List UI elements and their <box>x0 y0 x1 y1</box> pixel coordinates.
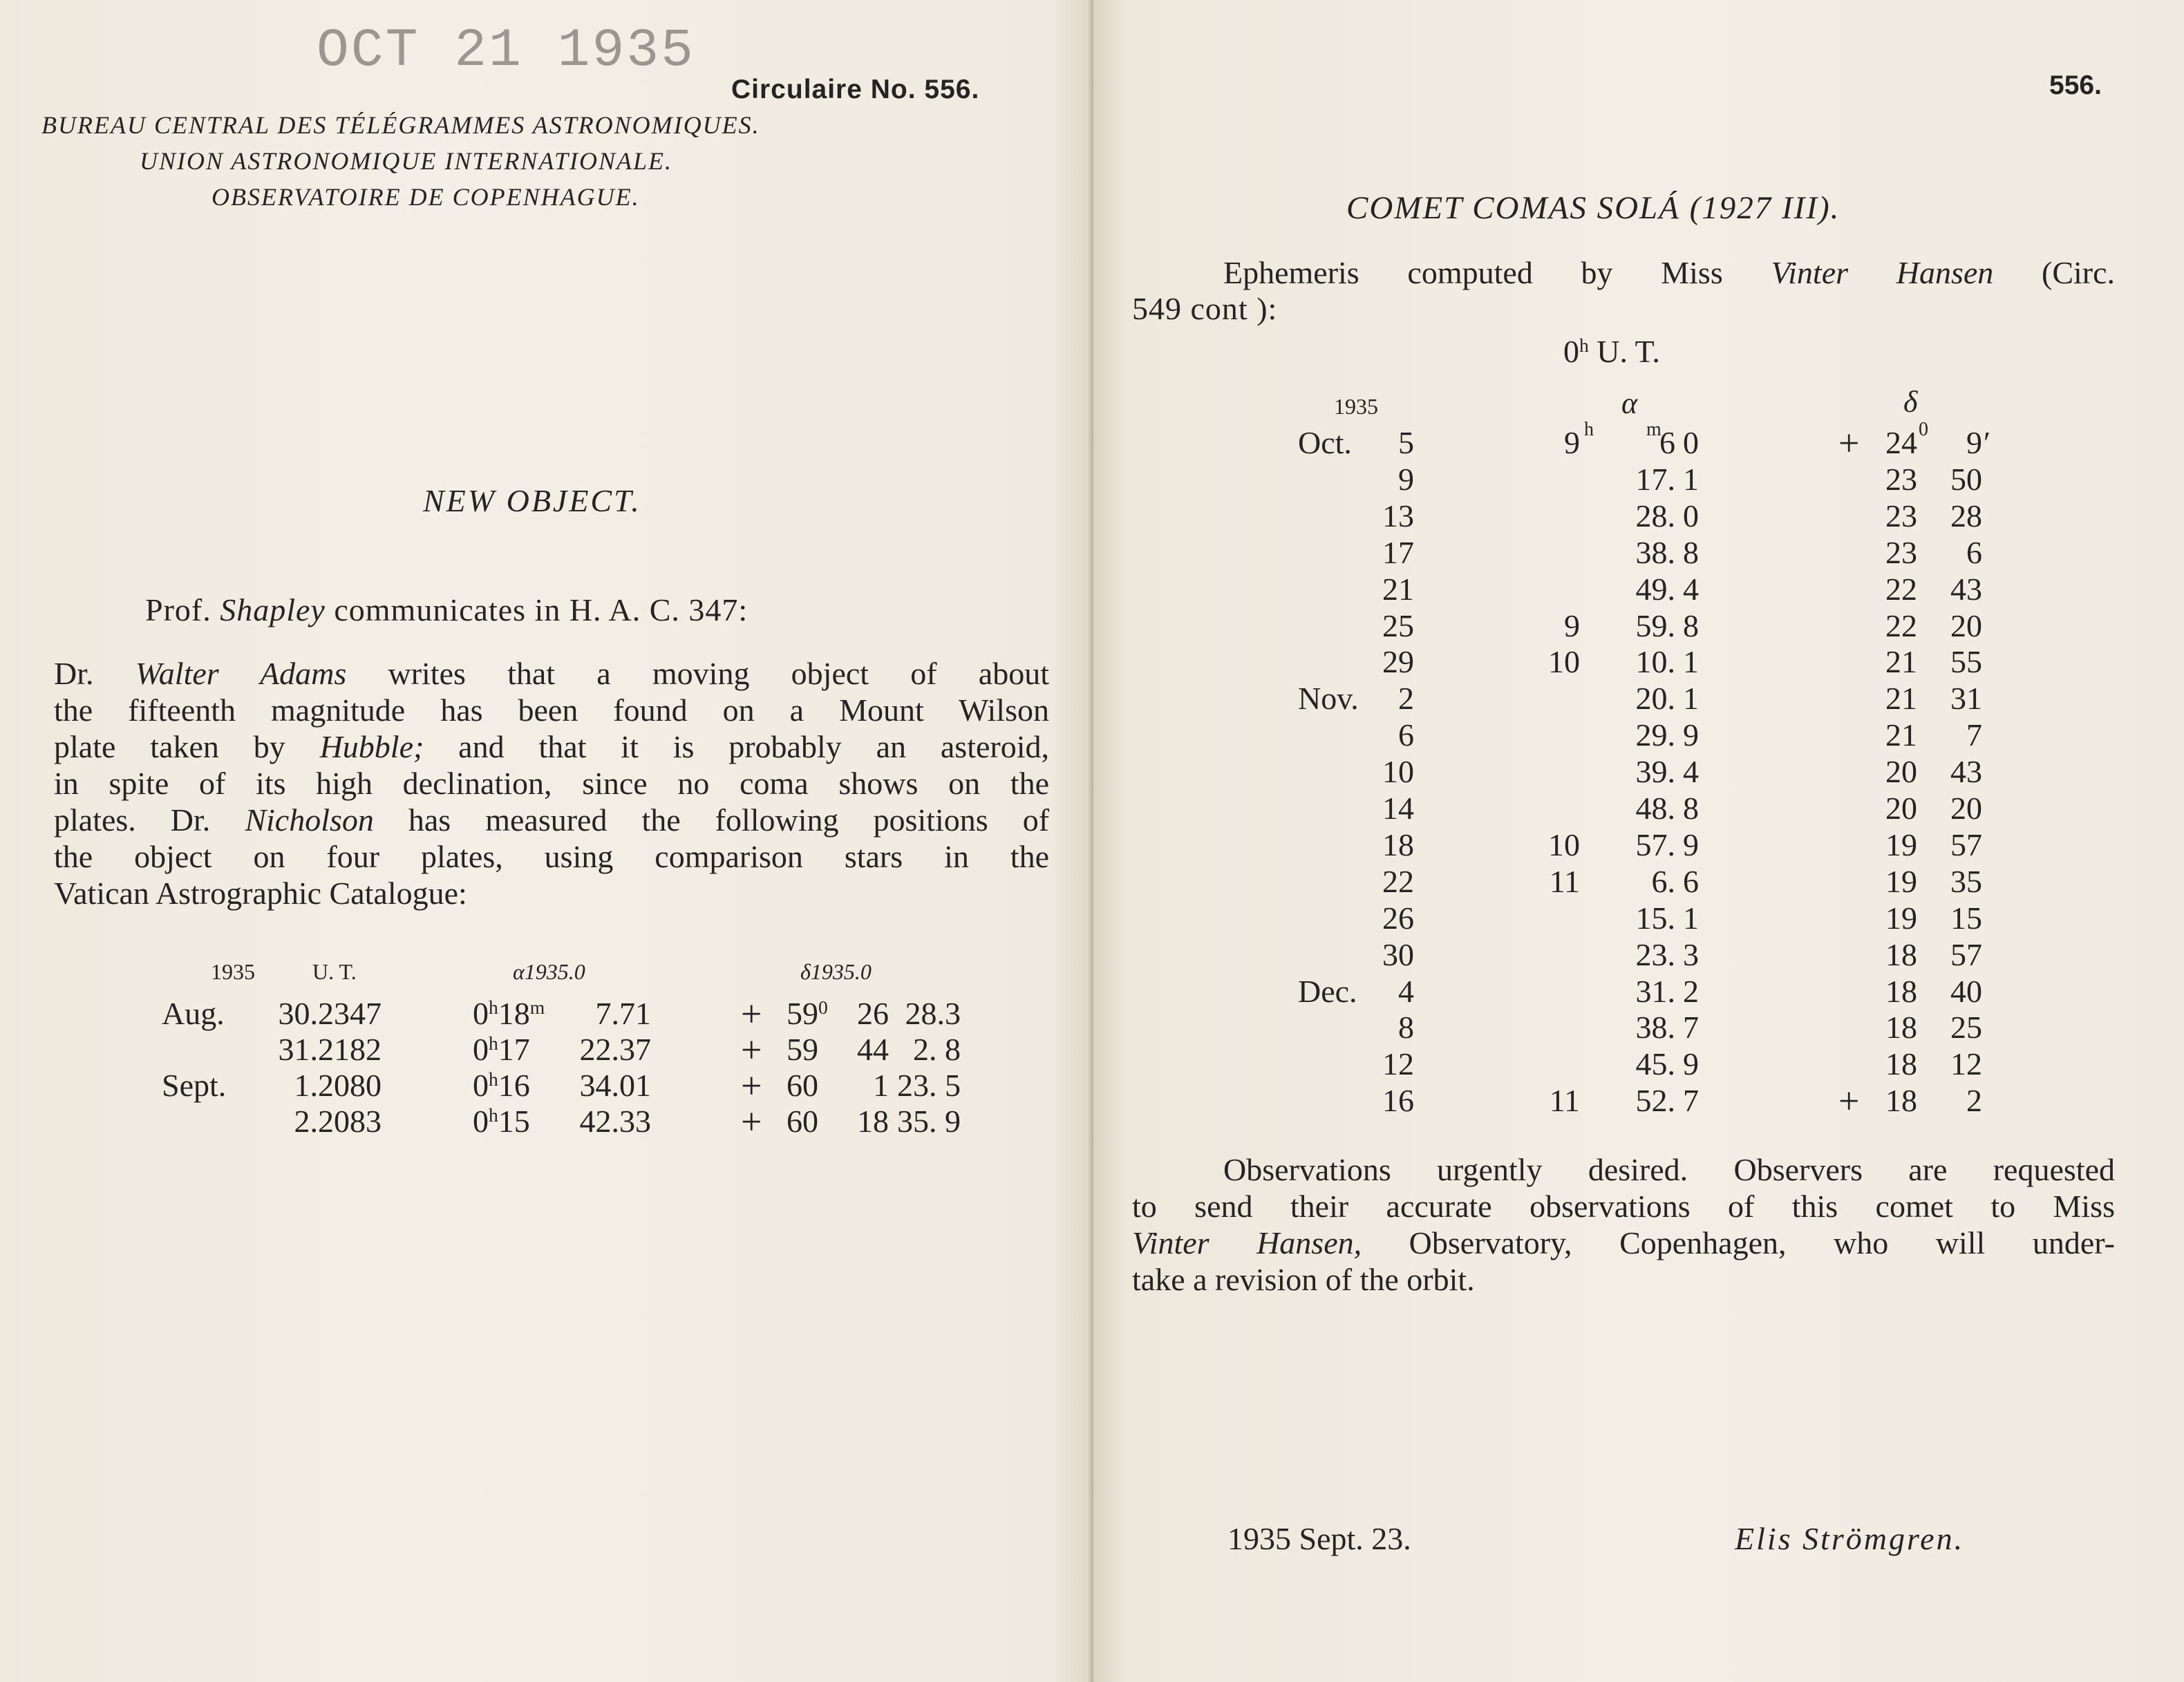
ut-value: 2.2083 <box>294 1104 382 1139</box>
intro-suffix: communicates in H. A. C. 347: <box>334 592 749 627</box>
text-segment: to send their accurate observations of this comet to Miss <box>1132 1189 2115 1224</box>
month: Aug. <box>162 996 225 1031</box>
text-segment: Ephemeris computed by Miss <box>1223 255 1771 290</box>
ra-hours: 11 <box>1549 1083 1580 1119</box>
dec-degrees: 60 <box>787 1104 818 1139</box>
day: 14 <box>1382 791 1414 826</box>
ra-seconds: 42.33 <box>579 1104 651 1139</box>
ra-minutes: 16 <box>498 1068 530 1103</box>
comet-title: COMET COMAS SOLÁ (1927 III). <box>1346 190 1841 226</box>
ra-h-unit: h <box>489 1032 498 1054</box>
discovery-paragraph <box>54 655 1049 911</box>
ephemeris-row <box>1093 900 2184 936</box>
ra-tenths: 6 <box>1683 863 1699 899</box>
ra-hours: 11 <box>1549 863 1580 899</box>
ra-h-unit: h <box>489 1104 498 1126</box>
dec-seconds: 23. 5 <box>897 1068 961 1103</box>
text-segment: Dr. <box>54 656 135 691</box>
ra-tenths: 0 <box>1683 425 1699 460</box>
ra-minutes: 29. <box>1635 717 1675 753</box>
time-heading-h: h <box>1579 334 1589 356</box>
arcmin-unit: ′ <box>1984 425 1991 460</box>
ut-value: 30.2347 <box>278 996 382 1031</box>
paragraph-line <box>54 728 1049 765</box>
right-ascension <box>473 1103 530 1140</box>
ra-minutes: 15. <box>1635 900 1675 936</box>
dec-sign: + <box>741 1029 762 1070</box>
dec-sign: + <box>1838 422 1860 464</box>
dec-minutes: 9 <box>1966 425 1982 460</box>
ra-minutes: 28. <box>1635 498 1675 533</box>
ra-minutes: 45. <box>1635 1046 1675 1082</box>
ra-minutes: 17. <box>1635 461 1675 497</box>
day: 30 <box>1382 936 1414 972</box>
dec-degrees: 18 <box>1885 1010 1917 1046</box>
ra-tenths: 3 <box>1683 936 1699 972</box>
day: 18 <box>1382 826 1414 862</box>
ra-hours: 10 <box>1548 826 1580 862</box>
dec-minutes: 18 <box>857 1104 889 1139</box>
text-segment: the object on four plates, using comparison stars in the <box>54 839 1049 874</box>
observations-line <box>1132 1188 2115 1225</box>
ra-tenths: 9 <box>1683 1046 1699 1082</box>
day: 26 <box>1382 900 1414 936</box>
eph-header-delta: δ <box>1903 385 1918 419</box>
ra-minutes: 49. <box>1635 571 1675 607</box>
ephemeris-row <box>1093 790 2184 826</box>
day: 6 <box>1398 717 1414 753</box>
ra-minutes: 38. <box>1635 534 1675 570</box>
ra-tenths: 0 <box>1683 498 1699 533</box>
ra-minutes: 23. <box>1635 936 1675 972</box>
dec-minutes: 26 <box>857 996 889 1031</box>
dec-degrees: 18 <box>1885 936 1917 972</box>
observations-line <box>1132 1151 2115 1188</box>
day: 2 <box>1398 681 1414 717</box>
declination-degrees <box>787 995 828 1032</box>
right-ascension <box>473 1067 530 1104</box>
ephemeris-row <box>1093 534 2184 571</box>
right-ascension <box>473 1031 530 1068</box>
observations-line <box>1132 1225 2115 1261</box>
text-segment: take a revision of the orbit. <box>1132 1262 1475 1297</box>
ephemeris-row <box>1093 826 2184 863</box>
ephemeris-row <box>1093 498 2184 534</box>
ra-seconds: 7.71 <box>595 996 651 1031</box>
dec-sign: + <box>741 993 762 1034</box>
dec-degrees: 23 <box>1885 461 1917 497</box>
day: 10 <box>1382 754 1414 790</box>
text-segment: Vatican Astrographic Catalogue: <box>54 876 467 911</box>
dec-degrees: 23 <box>1885 534 1917 570</box>
dec-degrees: 20 <box>1885 754 1917 790</box>
ephemeris-row <box>1093 461 2184 498</box>
month: Oct. <box>1298 425 1352 460</box>
paragraph-line <box>54 875 1049 911</box>
dec-minutes: 20 <box>1950 791 1982 826</box>
dec-minutes: 15 <box>1950 900 1982 936</box>
text-segment: has measured the following positions of <box>373 802 1050 838</box>
dec-degrees: 59 <box>787 996 818 1031</box>
day: 29 <box>1382 644 1414 680</box>
dec-minutes: 20 <box>1950 607 1982 643</box>
dec-minutes: 35 <box>1950 863 1982 899</box>
eph-header-year: 1935 <box>1334 394 1378 419</box>
text-segment: Vinter Hansen <box>1771 255 1994 290</box>
dec-minutes: 2 <box>1966 1083 1982 1119</box>
dec-degrees: 19 <box>1885 900 1917 936</box>
dec-degrees: 23 <box>1885 498 1917 533</box>
eph-header-alpha: α <box>1621 386 1638 420</box>
ra-minutes: 15 <box>498 1104 530 1139</box>
dec-minutes: 31 <box>1950 681 1982 717</box>
dec-minutes: 44 <box>857 1032 889 1067</box>
ra-tenths: 8 <box>1683 534 1699 570</box>
dec-minutes: 43 <box>1950 571 1982 607</box>
dec-degrees: 60 <box>787 1068 818 1103</box>
dec-degrees: 22 <box>1885 571 1917 607</box>
col-header-ut: U. T. <box>312 959 357 984</box>
dec-degrees: 22 <box>1885 607 1917 643</box>
text-segment: Walter Adams <box>135 656 347 691</box>
ephemeris-row <box>1093 1046 2184 1082</box>
dec-degrees: 21 <box>1885 644 1917 680</box>
time-heading-ut: U. T. <box>1597 334 1660 369</box>
ephemeris-row <box>1093 1009 2184 1046</box>
ra-minutes: 10. <box>1635 644 1675 680</box>
position-row <box>0 1067 1023 1104</box>
ra-hours: 0 <box>473 1032 489 1067</box>
intro-name: Shapley <box>220 592 326 627</box>
ephemeris-row <box>1093 680 2184 717</box>
ra-tenths: 1 <box>1683 644 1699 680</box>
ra-minutes: 38. <box>1635 1010 1675 1046</box>
dec-minutes: 57 <box>1950 936 1982 972</box>
deg-unit: 0 <box>818 996 828 1018</box>
declination-degrees <box>787 1103 818 1140</box>
dec-minutes: 28 <box>1950 498 1982 533</box>
dec-degrees: 21 <box>1885 717 1917 753</box>
ra-tenths: 1 <box>1683 681 1699 717</box>
position-row <box>0 1031 1023 1068</box>
intro-line <box>145 592 748 628</box>
bureau-line-2: UNION ASTRONOMIQUE INTERNATIONALE. <box>140 147 673 175</box>
dec-degrees: 20 <box>1885 791 1917 826</box>
observations-paragraph <box>1132 1151 2115 1298</box>
ra-hours: 0 <box>473 1068 489 1103</box>
dec-minutes: 50 <box>1950 461 1982 497</box>
dec-minutes: 55 <box>1950 644 1982 680</box>
ra-minutes: 20. <box>1635 681 1675 717</box>
signature: Elis Strömgren. <box>1735 1521 1965 1556</box>
time-heading <box>1563 333 1660 370</box>
ephemeris-row <box>1093 1080 2184 1122</box>
dec-degrees: 19 <box>1885 826 1917 862</box>
declination-degrees <box>787 1067 818 1104</box>
ra-tenths: 1 <box>1683 461 1699 497</box>
dec-minutes: 25 <box>1950 1010 1982 1046</box>
ephemeris-row <box>1093 643 2184 680</box>
day: 12 <box>1382 1046 1414 1082</box>
dec-minutes: 57 <box>1950 826 1982 862</box>
ra-hours: 0 <box>473 1104 489 1139</box>
ephemeris-row <box>1093 936 2184 973</box>
text-segment: Vinter Hansen, <box>1132 1225 1362 1260</box>
ra-minutes: 52. <box>1635 1083 1675 1119</box>
ra-h-unit: h <box>489 1068 498 1090</box>
month: Sept. <box>162 1068 227 1103</box>
day: 9 <box>1398 461 1414 497</box>
text-segment: Observatory, Copenhagen, who will under- <box>1362 1225 2116 1260</box>
ephemeris-intro-line-2: 549 cont ): <box>1132 291 1278 326</box>
ra-hours: 9 <box>1564 425 1580 460</box>
ephemeris-intro-line-1 <box>1223 254 2115 291</box>
page-number: 556. <box>2049 70 2102 100</box>
ra-tenths: 4 <box>1683 754 1699 790</box>
ephemeris-row <box>1093 753 2184 790</box>
day: 25 <box>1382 607 1414 643</box>
day: 5 <box>1398 425 1414 460</box>
section-title: NEW OBJECT. <box>423 483 641 518</box>
ut-value: 31.2182 <box>278 1032 382 1067</box>
ra-tenths: 8 <box>1683 607 1699 643</box>
circular-number: Circulaire No. 556. <box>731 75 980 104</box>
ephemeris-row <box>1093 607 2184 644</box>
ra-tenths: 9 <box>1683 717 1699 753</box>
right-ascension <box>473 995 545 1032</box>
dec-degrees: 59 <box>787 1032 818 1067</box>
dec-sign: + <box>741 1065 762 1106</box>
dec-minutes: 40 <box>1950 973 1982 1009</box>
ra-minutes: 48. <box>1635 791 1675 826</box>
declination-degrees <box>787 1031 818 1068</box>
ra-hours: 0 <box>473 996 489 1031</box>
dec-seconds: 35. 9 <box>897 1104 961 1139</box>
day: 8 <box>1398 1010 1414 1046</box>
col-header-year: 1935 <box>211 959 255 984</box>
text-segment: plate taken by <box>54 729 320 764</box>
right-page <box>1093 0 2184 1682</box>
bureau-line-1: BUREAU CENTRAL DES TÉLÉGRAMMES ASTRONOMIQUES. <box>41 111 760 139</box>
ephemeris-row <box>1093 863 2184 900</box>
ra-hours: 10 <box>1548 644 1580 680</box>
day: 4 <box>1398 973 1414 1009</box>
text-segment: in spite of its high declination, since no coma shows on the <box>54 766 1049 801</box>
dec-minutes: 12 <box>1950 1046 1982 1082</box>
ra-m-unit: m <box>529 996 545 1018</box>
ra-tenths: 1 <box>1683 900 1699 936</box>
dec-sign: + <box>1838 1080 1860 1122</box>
ra-tenths: 4 <box>1683 571 1699 607</box>
ra-seconds: 34.01 <box>579 1068 651 1103</box>
paragraph-line <box>54 838 1049 875</box>
day: 17 <box>1382 534 1414 570</box>
dec-minutes: 7 <box>1966 717 1982 753</box>
ra-minutes: 59. <box>1635 607 1675 643</box>
col-header-delta: δ1935.0 <box>800 959 872 984</box>
position-row <box>0 1103 1023 1140</box>
dec-degrees: 24 <box>1885 425 1917 460</box>
dec-degrees: 18 <box>1885 1083 1917 1119</box>
text-segment: writes that a moving object of about <box>346 656 1049 691</box>
text-segment: (Circ. <box>1993 255 2116 290</box>
ra-minutes: 17 <box>498 1032 530 1067</box>
dec-degrees: 19 <box>1885 863 1917 899</box>
col-header-alpha: α1935.0 <box>513 959 585 984</box>
ra-minutes: 39. <box>1635 754 1675 790</box>
dec-seconds: 2. 8 <box>913 1032 961 1067</box>
ephemeris-row <box>1093 571 2184 607</box>
text-segment: and that it is probably an asteroid, <box>424 729 1049 764</box>
text-segment: Observations urgently desired. Observers are requested <box>1223 1152 2115 1187</box>
ra-minutes: 6 <box>1659 425 1675 460</box>
ephemeris-row: Oct. 5 9 h 6 m 0 + 24 0 9 ′ <box>1298 419 1991 464</box>
dec-seconds: 28.3 <box>905 996 961 1031</box>
month: Nov. <box>1298 681 1359 717</box>
position-row <box>0 995 1023 1032</box>
dec-minutes: 43 <box>1950 754 1982 790</box>
ra-minutes: 18 <box>498 996 530 1031</box>
ra-h-unit: h <box>489 996 498 1018</box>
paragraph-line <box>54 692 1049 728</box>
dec-minutes: 1 <box>873 1068 889 1103</box>
ra-tenths: 9 <box>1683 826 1699 862</box>
text-segment: plates. Dr. <box>54 802 245 838</box>
paragraph-line <box>54 655 1049 692</box>
day: 16 <box>1382 1083 1414 1119</box>
day: 22 <box>1382 863 1414 899</box>
paragraph-line <box>54 765 1049 802</box>
dec-degrees: 21 <box>1885 681 1917 717</box>
ra-minutes: 6. <box>1651 863 1675 899</box>
dec-degrees: 18 <box>1885 1046 1917 1082</box>
text-segment: the fifteenth magnitude has been found on a Mount Wilson <box>54 692 1049 728</box>
ra-hours: 9 <box>1564 607 1580 643</box>
day: 21 <box>1382 571 1414 607</box>
ra-minutes: 57. <box>1635 826 1675 862</box>
dec-sign: + <box>741 1101 762 1142</box>
issue-date: 1935 Sept. 23. <box>1227 1521 1411 1556</box>
ra-tenths: 2 <box>1683 973 1699 1009</box>
bureau-line-3: OBSERVATOIRE DE COPENHAGUE. <box>211 183 640 211</box>
text-segment: Nicholson <box>245 802 374 838</box>
ra-tenths: 7 <box>1683 1010 1699 1046</box>
ephemeris-row <box>1093 973 2184 1010</box>
month: Dec. <box>1298 973 1357 1009</box>
day: 13 <box>1382 498 1414 533</box>
ephemeris-row <box>1093 717 2184 753</box>
ra-seconds: 22.37 <box>579 1032 651 1067</box>
ra-tenths: 8 <box>1683 791 1699 826</box>
ra-tenths: 7 <box>1683 1083 1699 1119</box>
intro-prefix: Prof. <box>145 592 211 627</box>
paragraph-line <box>54 802 1049 838</box>
ut-value: 1.2080 <box>294 1068 382 1103</box>
ra-minutes: 31. <box>1635 973 1675 1009</box>
observations-line <box>1132 1261 2115 1298</box>
dec-degrees: 18 <box>1885 973 1917 1009</box>
time-heading-zero: 0 <box>1563 334 1579 369</box>
dec-minutes: 6 <box>1966 534 1982 570</box>
text-segment: Hubble; <box>319 729 424 764</box>
received-date-stamp: OCT 21 1935 <box>317 21 695 82</box>
